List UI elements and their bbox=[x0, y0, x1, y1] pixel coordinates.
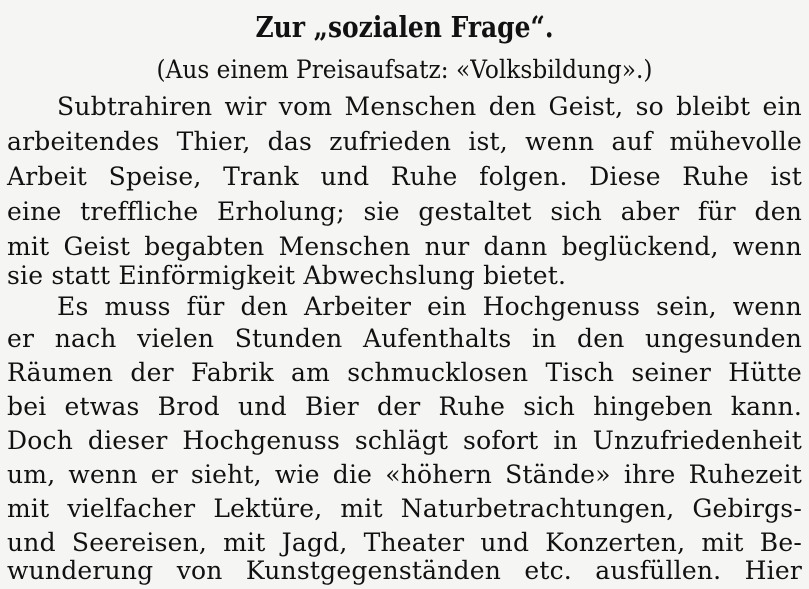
text-line: er nach vielen Stunden Aufenthalts in den ungesunden bbox=[7, 324, 802, 353]
article-subtitle: (Aus einem Preisaufsatz: «Volksbildung».) bbox=[156, 55, 653, 84]
text-line: mit vielfacher Lektüre, mit Naturbetrachtungen, Gebirgs- bbox=[7, 494, 802, 523]
text-line: und Seereisen, mit Jagd, Theater und Konzerten, mit Be- bbox=[7, 528, 802, 557]
text-line: Doch dieser Hochgenuss schlägt sofort in Unzufriedenheit bbox=[7, 426, 802, 455]
text-line: wunderung von Kunstgegenständen etc. ausfüllen. Hier bbox=[7, 556, 802, 585]
text-line: mit Geist begabten Menschen nur dann beglückend, wenn bbox=[7, 232, 802, 261]
text-line: bei etwas Brod und Bier der Ruhe sich hingeben kann. bbox=[7, 392, 802, 421]
text-line: sie statt Einförmigkeit Abwechslung bietet. bbox=[7, 261, 567, 290]
text-line: Es muss für den Arbeiter ein Hochgenuss sein, wenn bbox=[57, 292, 802, 321]
text-line: Subtrahiren wir vom Menschen den Geist, so bleibt ein bbox=[57, 92, 802, 121]
text-line: um, wenn er sieht, wie die «höhern Stände» ihre Ruhezeit bbox=[7, 460, 802, 489]
text-line: eine treffliche Erholung; sie gestaltet sich aber für den bbox=[7, 197, 802, 226]
text-line: Räumen der Fabrik am schmucklosen Tisch seiner Hütte bbox=[7, 358, 802, 387]
text-line: arbeitendes Thier, das zufrieden ist, wenn auf mühevolle bbox=[7, 127, 802, 156]
article-title: Zur „sozialen Frage“. bbox=[255, 10, 554, 44]
text-line: Arbeit Speise, Trank und Ruhe folgen. Diese Ruhe ist bbox=[7, 162, 802, 191]
